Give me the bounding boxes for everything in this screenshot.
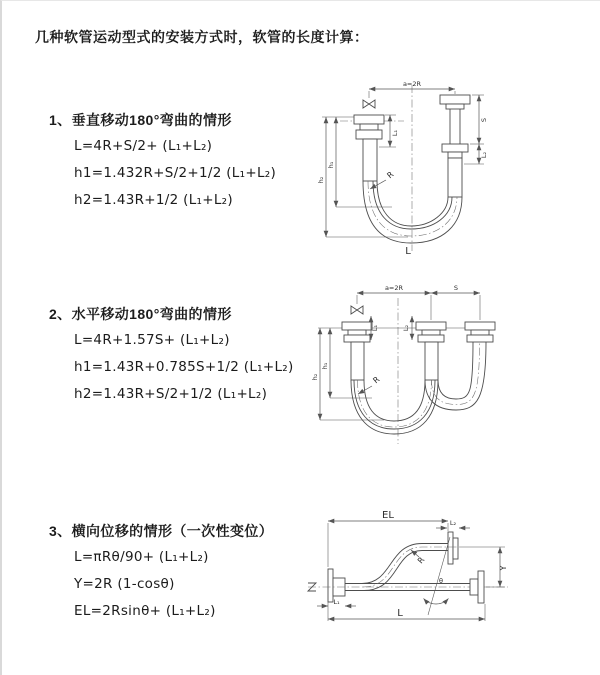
angle-arc xyxy=(424,599,449,604)
section-1-formula-h1: h1=1.432R+S/2+1/2 (L₁+L₂) xyxy=(74,165,277,181)
dim-label-height-outer: h₂ xyxy=(317,176,325,184)
diagram-horizontal-180-bend xyxy=(308,282,583,460)
left-flange xyxy=(354,115,384,139)
dim-label-width: a=2R xyxy=(402,80,422,88)
dim-label-fitting-right: L₂ xyxy=(402,324,410,332)
section-1-heading: 1、垂直移动180°弯曲的情形 xyxy=(49,112,232,128)
section-1-formula-h2: h2=1.43R+1/2 (L₁+L₂) xyxy=(74,192,233,208)
right-flange xyxy=(440,95,470,158)
section-3-formula-Y: Y=2R (1-cosθ) xyxy=(74,576,175,592)
dim-label-fitting-right: L₂ xyxy=(480,151,488,159)
section-3-formula-EL: EL=2Rsinθ+ (L₁+L₂) xyxy=(74,603,216,619)
lower-right-flange xyxy=(470,571,484,603)
section-2-formula-h1: h1=1.43R+0.785S+1/2 (L₁+L₂) xyxy=(74,359,294,375)
dim-label-radius: R xyxy=(371,374,382,386)
page-title: 几种软管运动型式的安装方式时，软管的长度计算： xyxy=(35,29,369,45)
left-flange xyxy=(342,322,372,342)
upper-right-flange xyxy=(448,532,458,564)
valve-icon xyxy=(351,306,363,314)
section-3-formula-L: L=πRθ/90+ (L₁+L₂) xyxy=(74,549,209,565)
dim-label-fitting-left: L₁ xyxy=(391,129,399,137)
dim-label-angle: θ xyxy=(439,577,443,585)
dim-label-extended-length: EL xyxy=(382,510,394,521)
dim-label-width: a=2R xyxy=(384,284,404,292)
dim-label-length: L xyxy=(405,246,411,257)
diagram-vertical-180-bend xyxy=(312,77,577,257)
dim-label-height-inner: h₁ xyxy=(321,362,329,370)
valve-icon xyxy=(363,100,375,108)
dim-label-fitting-left: L₁ xyxy=(371,324,379,332)
section-2-formula-h2: h2=1.43R+S/2+1/2 (L₁+L₂) xyxy=(74,386,268,402)
dim-label-offset: S xyxy=(453,284,459,292)
dim-label-offset: S xyxy=(480,117,488,123)
right-flange xyxy=(465,322,495,342)
dim-label-radius: R xyxy=(415,555,427,566)
braided-hose-section xyxy=(448,158,462,197)
dim-label-offset-y: Y xyxy=(499,565,508,571)
section-3-heading: 3、横向位移的情形（一次性变位） xyxy=(49,523,274,539)
section-2-formula-L: L=4R+1.57S+ (L₁+L₂) xyxy=(74,332,230,348)
hose-u-bend-position-1 xyxy=(351,380,438,434)
braided-hose-section xyxy=(351,342,364,380)
dim-label-fitting-right: L₂ xyxy=(449,519,457,527)
dim-label-height-inner: h₁ xyxy=(327,161,335,169)
middle-flange xyxy=(416,322,446,342)
hose-u-bend xyxy=(363,181,462,243)
section-1-formula-L: L=4R+S/2+ (L₁+L₂) xyxy=(74,138,213,154)
diagram-lateral-displacement xyxy=(300,507,595,647)
braided-hose-section xyxy=(363,139,377,181)
dim-label-fitting-left: L₁ xyxy=(333,598,340,606)
section-2-heading: 2、水平移动180°弯曲的情形 xyxy=(49,306,232,322)
dim-label-radius: R xyxy=(385,169,396,181)
dim-label-length: L xyxy=(397,608,403,619)
braided-hose-section xyxy=(425,342,438,380)
dim-label-height-outer: h₂ xyxy=(311,373,319,381)
